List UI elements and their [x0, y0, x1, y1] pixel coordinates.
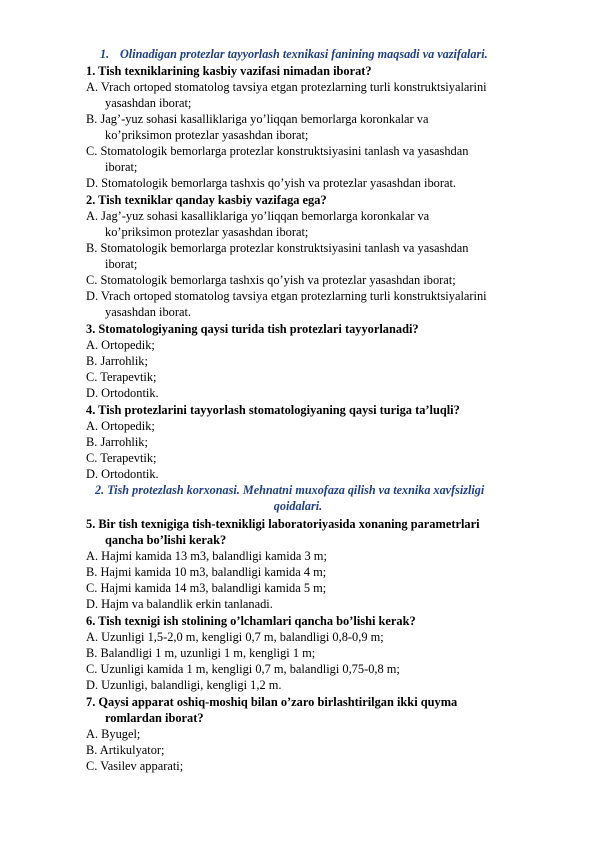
q7-option-c: C. Vasilev apparati; — [86, 759, 184, 773]
q1-option-d: D. Stomatologik bemorlarga tashxis qo’yish va protezlar yasashdan iborat. — [86, 176, 457, 190]
q2-option-a-cont: ko’priksimon protezlar yasashdan iborat; — [105, 225, 309, 239]
section-number: 1. — [100, 47, 110, 61]
q3-option-d: D. Ortodontik. — [86, 386, 159, 400]
section-heading-2-cont: qoidalari. — [273, 499, 323, 513]
question-7: 7. Qaysi apparat oshiq-moshiq bilan o’zaro birlashtirilgan ikki quyma — [86, 695, 458, 709]
q7-option-a: A. Byugel; — [86, 727, 141, 741]
question-2: 2. Tish texniklar qanday kasbiy vazifaga ega? — [86, 193, 327, 207]
q1-option-b-cont: ko’priksimon protezlar yasashdan iborat; — [105, 128, 309, 142]
q2-option-d-cont: yasashdan iborat. — [105, 305, 192, 319]
q1-option-a-cont: yasashdan iborat; — [105, 96, 192, 110]
q2-option-b-cont: iborat; — [105, 257, 138, 271]
q3-option-a: A. Ortopedik; — [86, 338, 155, 352]
question-5: 5. Bir tish texnigiga tish-texnikligi laboratoriyasida xonaning parametrlari — [86, 517, 480, 531]
q1-option-c: C. Stomatologik bemorlarga protezlar konstruktsiyasini tanlash va yasashdan — [86, 144, 469, 158]
q7-option-b: B. Artikulyator; — [86, 743, 165, 757]
q6-option-d: D. Uzunligi, balandligi, kengligi 1,2 m. — [86, 678, 282, 692]
question-3: 3. Stomatologiyaning qaysi turida tish protezlari tayyorlanadi? — [86, 322, 419, 336]
q2-option-a: A. Jag’-yuz sohasi kasalliklariga yo’liqqan bemorlarga koronkalar va — [86, 209, 430, 223]
q6-option-b: B. Balandligi 1 m, uzunligi 1 m, kengligi 1 m; — [86, 646, 316, 660]
q5-option-a: A. Hajmi kamida 13 m3, balandligi kamida 3 m; — [86, 549, 327, 563]
q1-option-c-cont: iborat; — [105, 160, 138, 174]
question-4: 4. Tish protezlarini tayyorlash stomatologiyaning qaysi turiga ta’luqli? — [86, 403, 460, 417]
q4-option-c: C. Terapevtik; — [86, 451, 157, 465]
section-title: Olinadigan protezlar tayyorlash texnikasi fanining maqsadi va vazifalari. — [120, 47, 488, 61]
q1-option-b: B. Jag’-yuz sohasi kasalliklariga yo’liqqan bemorlarga koronkalar va — [86, 112, 429, 126]
q4-option-b: B. Jarrohlik; — [86, 435, 148, 449]
question-5-cont: qancha bo’lishi kerak? — [105, 533, 227, 547]
q4-option-a: A. Ortopedik; — [86, 419, 155, 433]
q2-option-b: B. Stomatologik bemorlarga protezlar konstruktsiyasini tanlash va yasashdan — [86, 241, 469, 255]
question-6: 6. Tish texnigi ish stolining o’lchamlari qancha bo’lishi kerak? — [86, 614, 416, 628]
q2-option-c: C. Stomatologik bemorlarga tashxis qo’yish va protezlar yasashdan iborat; — [86, 273, 456, 287]
question-7-cont: romlardan iborat? — [105, 711, 204, 725]
q1-option-a: A. Vrach ortoped stomatolog tavsiya etgan protezlarning turli konstruktsiyalarini — [86, 80, 487, 94]
q5-option-b: B. Hajmi kamida 10 m3, balandligi kamida 4 m; — [86, 565, 327, 579]
q4-option-d: D. Ortodontik. — [86, 467, 159, 481]
section-heading-2: 2. Tish protezlash korxonasi. Mehnatni muxofaza qilish va texnika xavfsizligi — [95, 483, 485, 497]
q3-option-c: C. Terapevtik; — [86, 370, 157, 384]
q2-option-d: D. Vrach ortoped stomatolog tavsiya etgan protezlarning turli konstruktsiyalarini — [86, 289, 487, 303]
q6-option-a: A. Uzunligi 1,5-2,0 m, kengligi 0,7 m, balandligi 0,8-0,9 m; — [86, 630, 384, 644]
q5-option-c: C. Hajmi kamida 14 m3, balandligi kamida 5 m; — [86, 581, 327, 595]
question-1: 1. Tish texniklarining kasbiy vazifasi nimadan iborat? — [86, 64, 372, 78]
section-heading-1 — [100, 46, 488, 62]
q5-option-d: D. Hajm va balandlik erkin tanlanadi. — [86, 597, 273, 611]
q3-option-b: B. Jarrohlik; — [86, 354, 148, 368]
q6-option-c: C. Uzunligi kamida 1 m, kengligi 0,7 m, balandligi 0,75-0,8 m; — [86, 662, 400, 676]
